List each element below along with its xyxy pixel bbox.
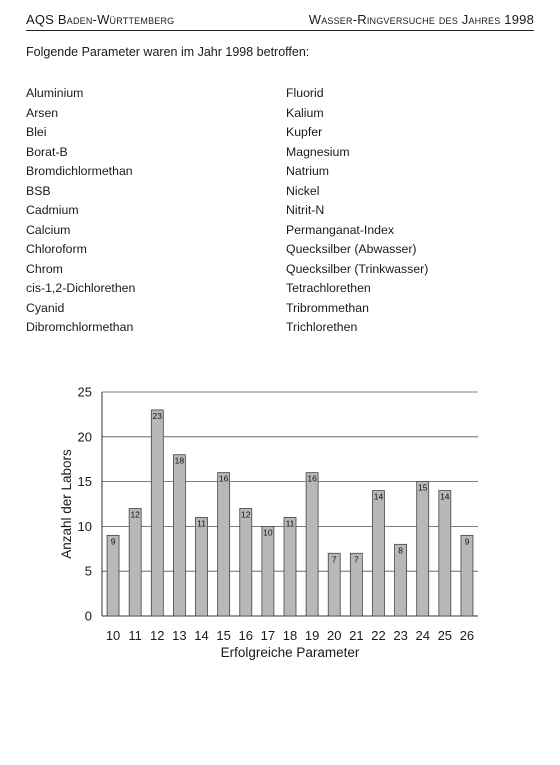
x-tick-label: 17 (260, 628, 276, 643)
parameter-list-item: Permanganat-Index (286, 222, 395, 237)
bar-data-label: 16 (218, 473, 229, 484)
parameter-list-item: Nitrit-N (286, 203, 325, 217)
bar (240, 508, 252, 616)
bar (372, 491, 384, 616)
parameter-list-item: BSB (26, 183, 51, 198)
bar (306, 473, 318, 616)
parameter-list-item: Kupfer (286, 125, 323, 139)
x-tick-label: 16 (238, 628, 253, 643)
bar (461, 535, 473, 616)
bar (262, 526, 274, 616)
bar (129, 508, 141, 616)
bar-data-label: 14 (440, 491, 450, 502)
parameter-list-item: Tetrachlorethen (286, 281, 371, 295)
bar-data-label: 10 (263, 527, 273, 538)
bar (439, 491, 451, 616)
bar-data-label: 23 (152, 410, 163, 421)
bar-data-label: 9 (110, 536, 116, 547)
parameter-list-item: Kalium (286, 105, 324, 120)
y-tick-label: 20 (77, 429, 92, 445)
y-tick-label: 5 (84, 563, 92, 579)
x-tick-label: 25 (437, 628, 453, 643)
bar-data-label: 14 (373, 491, 384, 502)
parameter-list-item: Trichlorethen (286, 320, 358, 334)
parameter-list-item: Tribrommethan (286, 300, 369, 315)
x-tick-label: 15 (216, 628, 231, 643)
x-tick-label: 20 (327, 628, 342, 643)
parameter-list-item: Calcium (26, 222, 71, 237)
x-tick-label: 21 (349, 628, 364, 643)
y-tick-label: 0 (84, 608, 92, 624)
bar (284, 517, 296, 616)
x-tick-label: 24 (415, 628, 430, 643)
bar-data-label: 11 (197, 518, 206, 529)
parameter-list-item: Dibromchlormethan (26, 320, 134, 334)
bar-data-label: 18 (174, 455, 185, 466)
parameter-list-item: Magnesium (286, 144, 350, 159)
bar-data-label: 9 (464, 536, 470, 547)
bar-data-label: 12 (241, 509, 251, 520)
x-tick-label: 19 (304, 628, 320, 643)
bar-data-label: 16 (307, 473, 317, 484)
bar (151, 410, 163, 616)
x-tick-label: 11 (128, 628, 142, 643)
y-tick-label: 25 (77, 384, 92, 400)
bar-data-label: 15 (417, 482, 428, 493)
x-tick-label: 10 (105, 628, 121, 643)
x-tick-label: 13 (172, 628, 187, 643)
parameter-list-item: Cadmium (26, 203, 79, 217)
x-tick-label: 12 (150, 628, 165, 643)
x-axis-title: Erfolgreiche Parameter (220, 645, 360, 660)
x-tick-label: 26 (459, 628, 475, 643)
parameter-list-item: Bromdichlormethan (26, 164, 133, 178)
bar (173, 455, 185, 616)
parameter-list-item: Chrom (26, 261, 63, 276)
parameter-list-item: Arsen (26, 105, 59, 120)
parameter-list-item: Fluorid (286, 86, 324, 100)
parameter-list-item: Blei (26, 125, 47, 139)
parameter-list-item: Natrium (286, 164, 330, 178)
parameter-list-item: Chloroform (26, 242, 87, 256)
bar (107, 535, 119, 616)
parameter-list-item: cis-1,2-Dichlorethen (26, 281, 136, 295)
bar-data-label: 7 (353, 554, 359, 565)
parameter-list-item: Cyanid (26, 300, 65, 315)
bar (417, 482, 429, 616)
x-tick-label: 18 (282, 628, 298, 643)
y-tick-label: 15 (77, 474, 92, 490)
parameter-list-item: Nickel (286, 183, 320, 198)
x-tick-label: 23 (393, 628, 408, 643)
x-tick-label: 14 (194, 628, 209, 643)
bar (196, 517, 208, 616)
header-organization: AQS Baden-Württemberg (26, 12, 175, 27)
parameter-list-item: Aluminium (26, 86, 84, 100)
y-axis-title: Anzahl der Labors (59, 449, 74, 559)
x-tick-label: 22 (371, 628, 386, 643)
bar-data-label: 12 (130, 509, 140, 520)
y-tick-label: 10 (77, 518, 92, 534)
parameter-list-item: Quecksilber (Trinkwasser) (286, 261, 429, 276)
intro-text: Folgende Parameter waren im Jahr 1998 betroffen: (26, 45, 310, 59)
parameter-list-item: Borat-B (26, 144, 68, 159)
bar-data-label: 7 (331, 554, 337, 565)
parameter-list-item: Quecksilber (Abwasser) (286, 242, 417, 256)
bar-data-label: 8 (398, 545, 403, 556)
header-document-title: Wasser-Ringversuche des Jahres 1998 (308, 12, 534, 27)
bar (218, 473, 230, 616)
bar-data-label: 11 (285, 518, 295, 529)
